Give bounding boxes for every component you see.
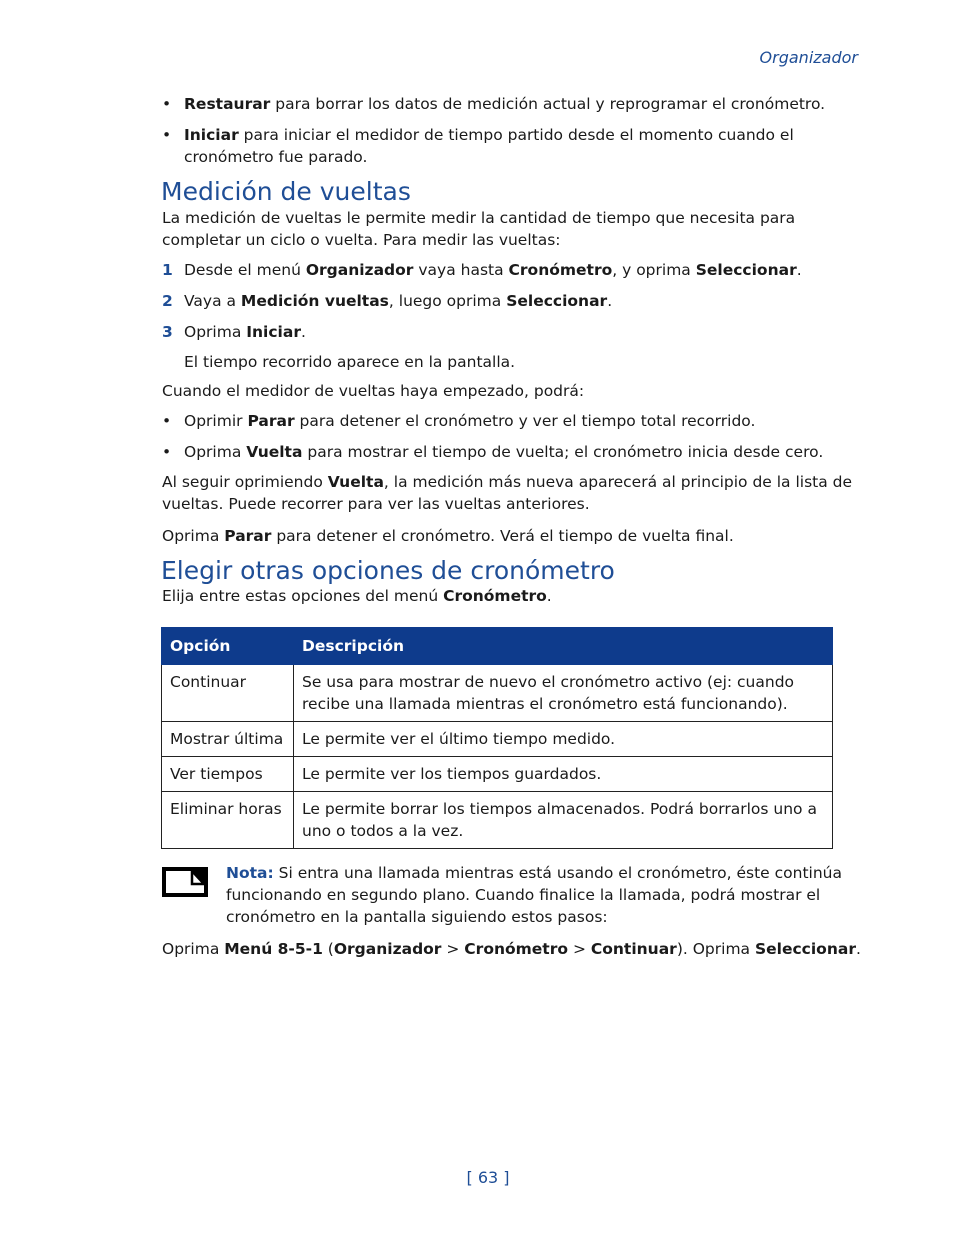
paragraph bbox=[162, 585, 862, 607]
text: Oprima bbox=[162, 527, 225, 545]
running-head: Organizador bbox=[759, 48, 858, 67]
text: Vaya a bbox=[184, 292, 241, 310]
text: Si entra una llamada mientras está usando el cronómetro, éste continúa funcionando en segundo plano. Cuando finalice la llamada, podrá mostrar el cronómetro en la pantalla siguiendo estos pasos: bbox=[226, 864, 842, 926]
text: ). Oprima bbox=[676, 940, 755, 958]
term: Cronómetro bbox=[464, 940, 569, 958]
term: Seleccionar bbox=[506, 292, 608, 310]
paragraph: Cuando el medidor de vueltas haya empezado, podrá: bbox=[162, 382, 585, 400]
note-icon bbox=[162, 867, 208, 897]
term: Medición vueltas bbox=[240, 292, 389, 310]
table-row bbox=[162, 665, 833, 722]
paragraph bbox=[162, 471, 862, 515]
options-table bbox=[161, 627, 833, 849]
page-number: [ 63 ] bbox=[466, 1168, 510, 1187]
term: Cronómetro bbox=[443, 587, 547, 605]
text: para mostrar el tiempo de vuelta; el cronómetro inicia desde cero. bbox=[302, 443, 824, 461]
table-cell: Le permite borrar los tiempos almacenados. Podrá borrarlos uno a uno o todos a la vez. bbox=[294, 792, 833, 849]
text: , la medición más nueva aparecerá al principio de la lista de vueltas. Puede recorrer para ver las vueltas anteriores. bbox=[162, 473, 853, 513]
step-item bbox=[162, 321, 862, 343]
text: , luego oprima bbox=[388, 292, 507, 310]
term: Cronómetro bbox=[508, 261, 613, 279]
paragraph bbox=[162, 938, 862, 960]
table-cell: Se usa para mostrar de nuevo el cronómetro activo (ej: cuando recibe una llamada mientras el cronómetro está funcionando). bbox=[294, 665, 833, 722]
text: vaya hasta bbox=[413, 261, 509, 279]
note-text bbox=[226, 862, 846, 928]
term: Organizador bbox=[333, 940, 442, 958]
text: , y oprima bbox=[612, 261, 696, 279]
list-item bbox=[162, 441, 862, 463]
bullet-dot: • bbox=[162, 443, 172, 461]
list-item bbox=[162, 410, 862, 432]
table-cell: Le permite ver el último tiempo medido. bbox=[294, 722, 833, 757]
paragraph: La medición de vueltas le permite medir la cantidad de tiempo que necesita para completar un ciclo o vuelta. Para medir las vueltas: bbox=[162, 209, 796, 249]
note-label: Nota: bbox=[226, 864, 274, 882]
section-heading: Medición de vueltas bbox=[161, 177, 411, 206]
table-cell: Le permite ver los tiempos guardados. bbox=[294, 757, 833, 792]
term: Vuelta bbox=[246, 443, 303, 461]
table-row bbox=[162, 792, 833, 849]
text: > bbox=[441, 940, 465, 958]
text: Al seguir oprimiendo bbox=[162, 473, 328, 491]
table-row bbox=[162, 722, 833, 757]
term: Iniciar bbox=[246, 323, 301, 341]
text: para detener el cronómetro y ver el tiempo total recorrido. bbox=[294, 412, 756, 430]
text: para detener el cronómetro. Verá el tiempo de vuelta final. bbox=[271, 527, 734, 545]
text: . bbox=[607, 292, 613, 310]
text: Oprima bbox=[162, 940, 225, 958]
step-number: 1 bbox=[162, 261, 173, 279]
text: Oprimir bbox=[184, 412, 248, 430]
item-text: para iniciar el medidor de tiempo partido desde el momento cuando el cronómetro fue parado. bbox=[184, 126, 794, 166]
table-cell: Ver tiempos bbox=[162, 757, 294, 792]
term: Vuelta bbox=[327, 473, 384, 491]
term: Organizador bbox=[305, 261, 414, 279]
term: Parar bbox=[247, 412, 295, 430]
table-row bbox=[162, 757, 833, 792]
bullet-dot: • bbox=[162, 95, 172, 113]
text: Desde el menú bbox=[184, 261, 306, 279]
item-text: para borrar los datos de medición actual y reprogramar el cronómetro. bbox=[270, 95, 826, 113]
text: ( bbox=[322, 940, 334, 958]
text: . bbox=[300, 323, 306, 341]
term: Menú 8-5-1 bbox=[224, 940, 323, 958]
step-note: El tiempo recorrido aparece en la pantalla. bbox=[184, 353, 516, 371]
bullet-dot: • bbox=[162, 412, 172, 430]
list-item bbox=[162, 93, 862, 115]
text: Oprima bbox=[184, 323, 247, 341]
step-item bbox=[162, 259, 862, 281]
step-item bbox=[162, 290, 862, 312]
term: Continuar bbox=[590, 940, 677, 958]
term: Seleccionar bbox=[695, 261, 797, 279]
table-header-row bbox=[162, 628, 833, 665]
term: Iniciar bbox=[184, 126, 239, 144]
text: Oprima bbox=[184, 443, 247, 461]
column-header: Opción bbox=[162, 628, 294, 665]
paragraph bbox=[162, 525, 862, 547]
list-item bbox=[162, 124, 862, 168]
term: Seleccionar bbox=[754, 940, 856, 958]
bullet-dot: • bbox=[162, 126, 172, 144]
term: Restaurar bbox=[184, 95, 271, 113]
text: Elija entre estas opciones del menú bbox=[162, 587, 444, 605]
table-cell: Mostrar última bbox=[162, 722, 294, 757]
column-header: Descripción bbox=[294, 628, 833, 665]
table-cell: Eliminar horas bbox=[162, 792, 294, 849]
step-number: 2 bbox=[162, 292, 173, 310]
term: Parar bbox=[224, 527, 272, 545]
step-number: 3 bbox=[162, 323, 173, 341]
text: . bbox=[546, 587, 552, 605]
text: . bbox=[796, 261, 802, 279]
section-heading: Elegir otras opciones de cronómetro bbox=[161, 556, 615, 585]
table-cell: Continuar bbox=[162, 665, 294, 722]
text: . bbox=[855, 940, 861, 958]
text: > bbox=[568, 940, 591, 958]
